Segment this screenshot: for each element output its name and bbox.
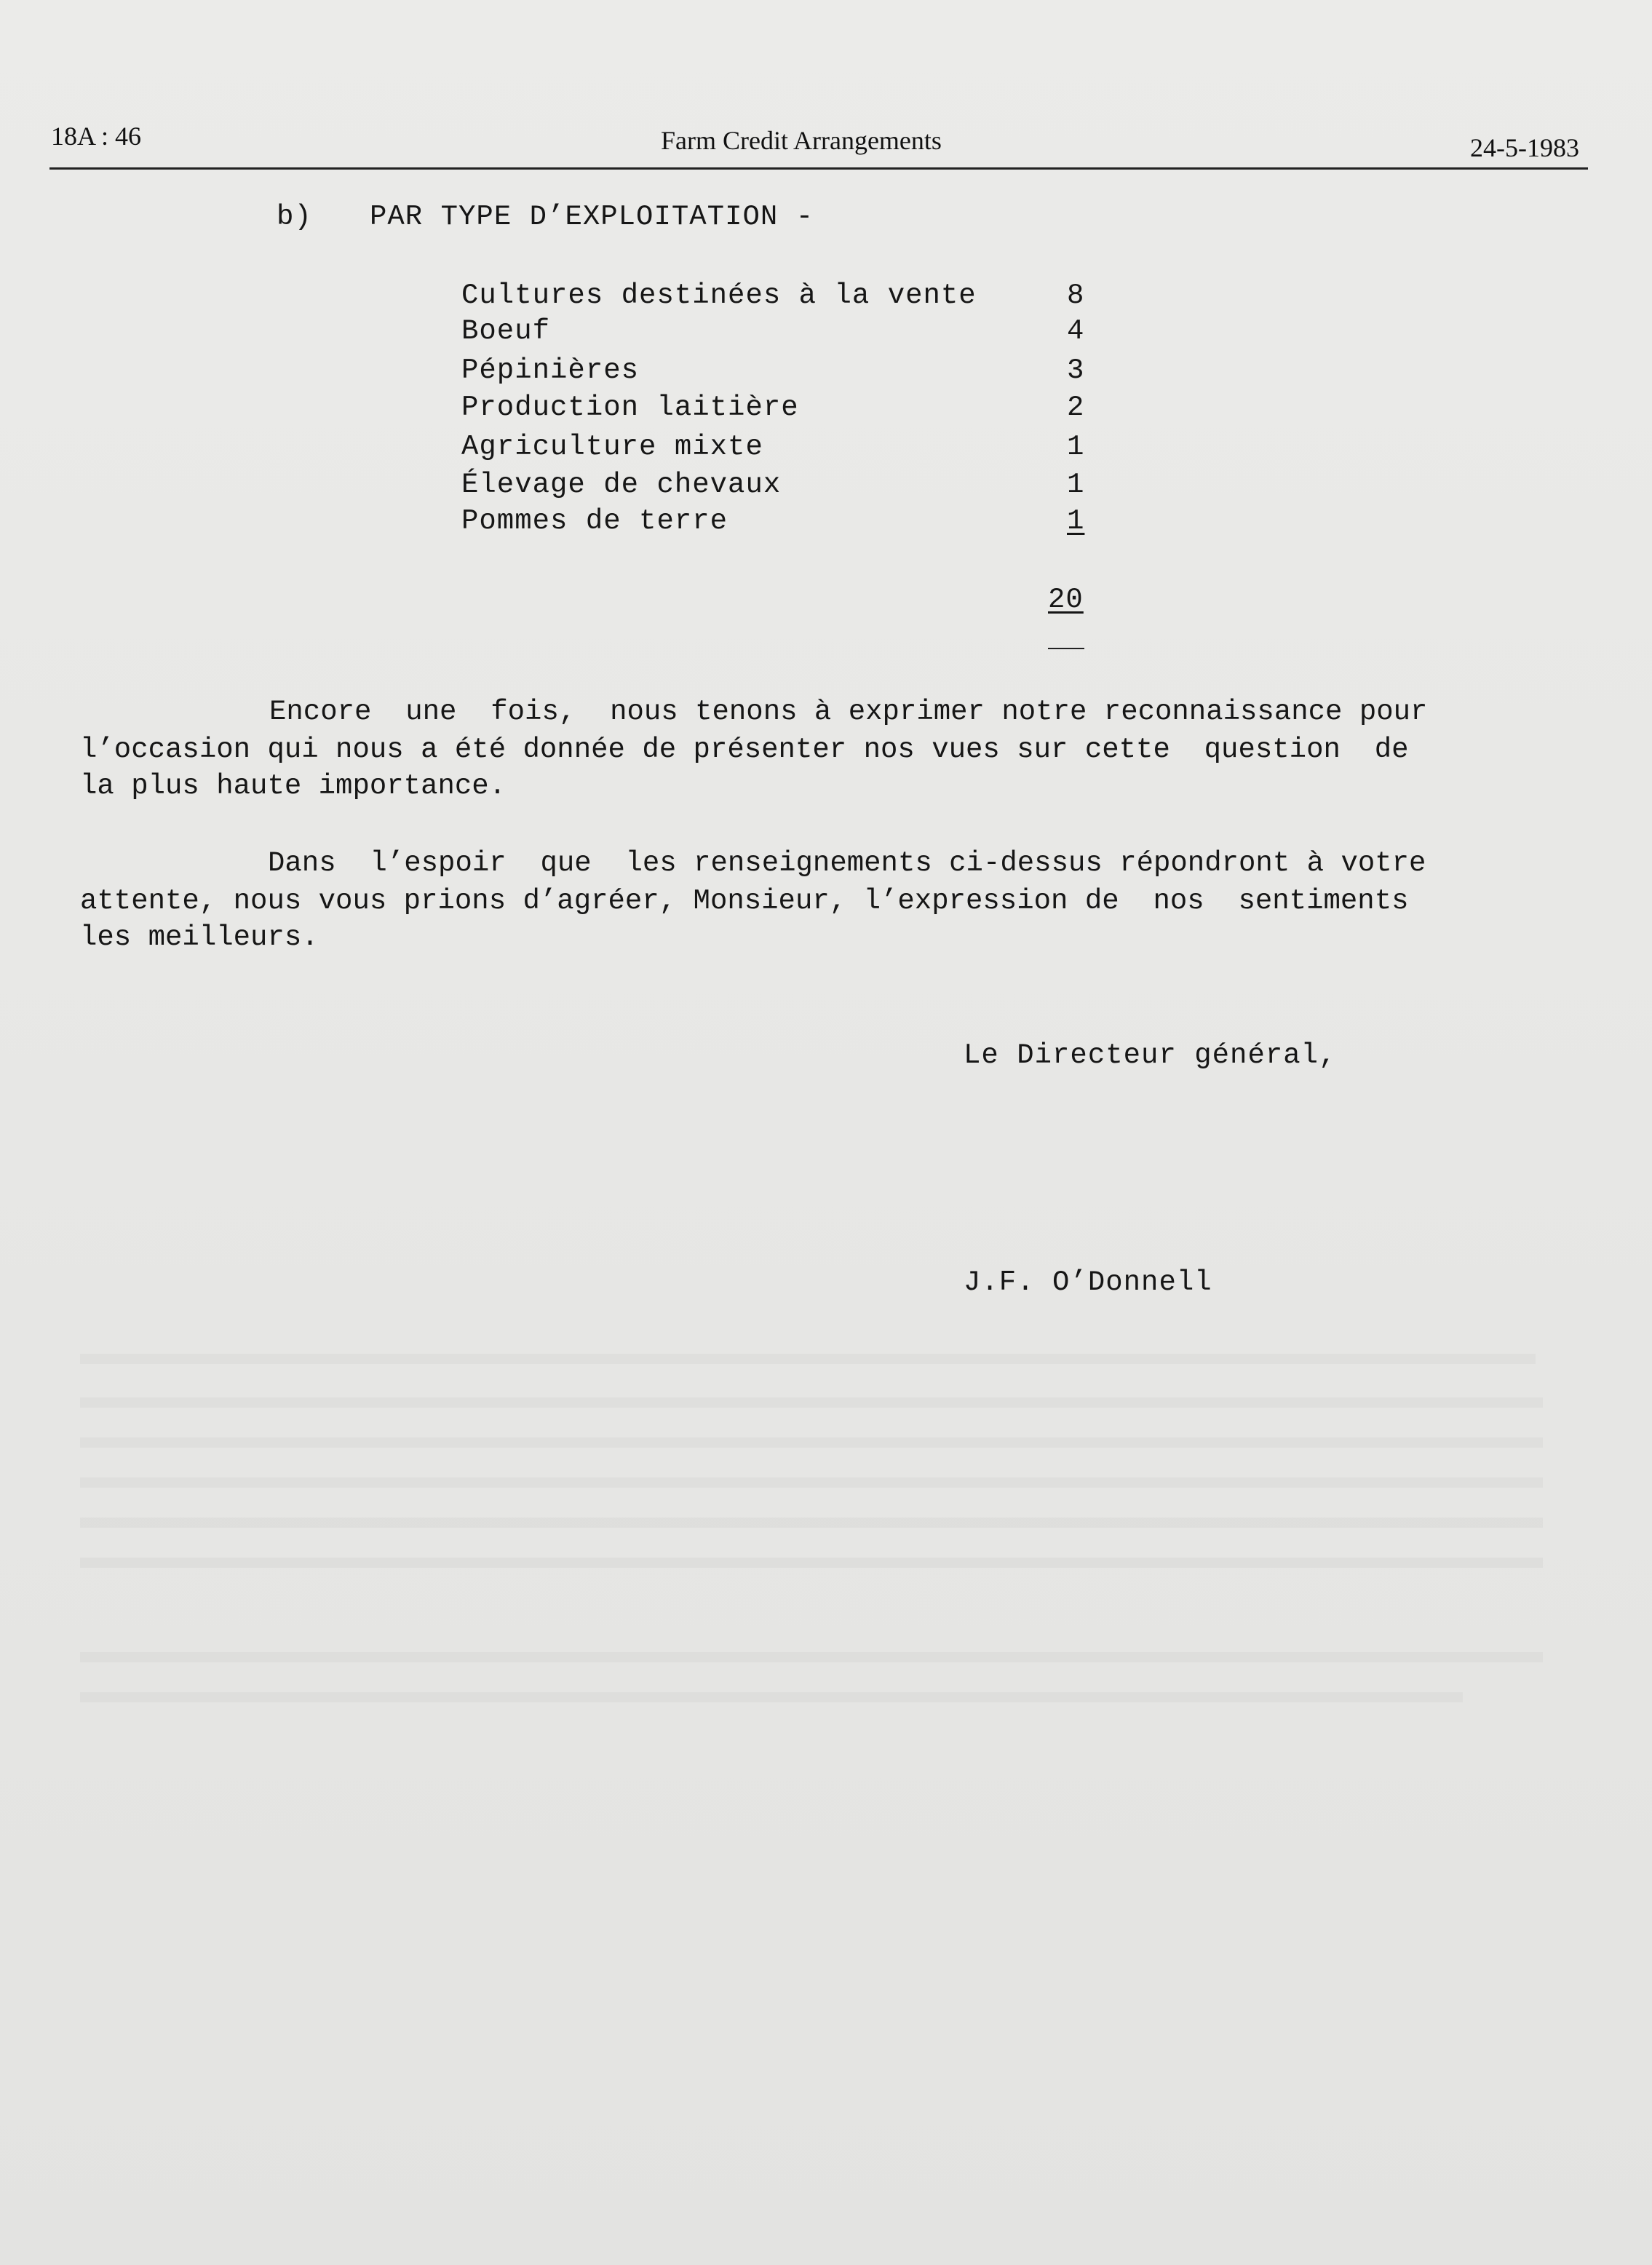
bleed-through-mark xyxy=(80,1437,1543,1448)
bleed-through-mark xyxy=(80,1518,1543,1528)
bleed-through-mark xyxy=(80,1558,1543,1568)
farm-type-label: Cultures destinées à la vente xyxy=(461,279,977,312)
total-rule xyxy=(1048,648,1084,649)
signature-name: J.F. O’Donnell xyxy=(964,1266,1212,1298)
farm-type-label: Pépinières xyxy=(461,354,640,386)
farm-type-label: Agriculture mixte xyxy=(461,431,763,463)
farm-type-count: 8 xyxy=(1067,279,1085,312)
farm-type-count: 1 xyxy=(1067,431,1085,463)
farm-type-label: Pommes de terre xyxy=(461,505,728,537)
header-rule xyxy=(49,167,1588,170)
paragraph-line: attente, nous vous prions d’agréer, Monsieur, l’expression de nos sentiments xyxy=(80,885,1409,917)
farm-type-count: 1 xyxy=(1067,469,1085,501)
bleed-through-mark xyxy=(80,1477,1543,1488)
farm-type-label: Élevage de chevaux xyxy=(461,469,782,501)
paragraph-line: Encore une fois, nous tenons à exprimer notre reconnaissance pour xyxy=(269,696,1428,728)
bleed-through-mark xyxy=(80,1397,1543,1408)
running-title: Farm Credit Arrangements xyxy=(661,126,942,155)
bleed-through-mark xyxy=(80,1692,1463,1702)
paragraph-line: Dans l’espoir que les renseignements ci-dessus répondront à votre xyxy=(268,847,1426,879)
header-date: 24-5-1983 xyxy=(1470,133,1579,162)
bleed-through-mark xyxy=(80,1354,1536,1364)
farm-type-label: Production laitière xyxy=(461,392,799,424)
paragraph-line: l’occasion qui nous a été donnée de présenter nos vues sur cette question de xyxy=(80,734,1409,766)
section-title: PAR TYPE D’EXPLOITATION - xyxy=(370,201,814,233)
page-reference: 18A : 46 xyxy=(51,122,142,151)
bleed-through-mark xyxy=(80,1652,1543,1662)
farm-type-label: Boeuf xyxy=(461,315,551,347)
farm-type-count: 3 xyxy=(1067,354,1085,386)
total-count: 20 xyxy=(1048,584,1084,616)
farm-type-count: 2 xyxy=(1067,392,1085,424)
paragraph-line: la plus haute importance. xyxy=(80,770,507,802)
closing-salutation: Le Directeur général, xyxy=(964,1039,1337,1071)
farm-type-count: 1 xyxy=(1067,505,1085,537)
section-label: b) xyxy=(277,201,312,233)
paragraph-line: les meilleurs. xyxy=(80,921,319,953)
farm-type-count: 4 xyxy=(1067,315,1085,347)
